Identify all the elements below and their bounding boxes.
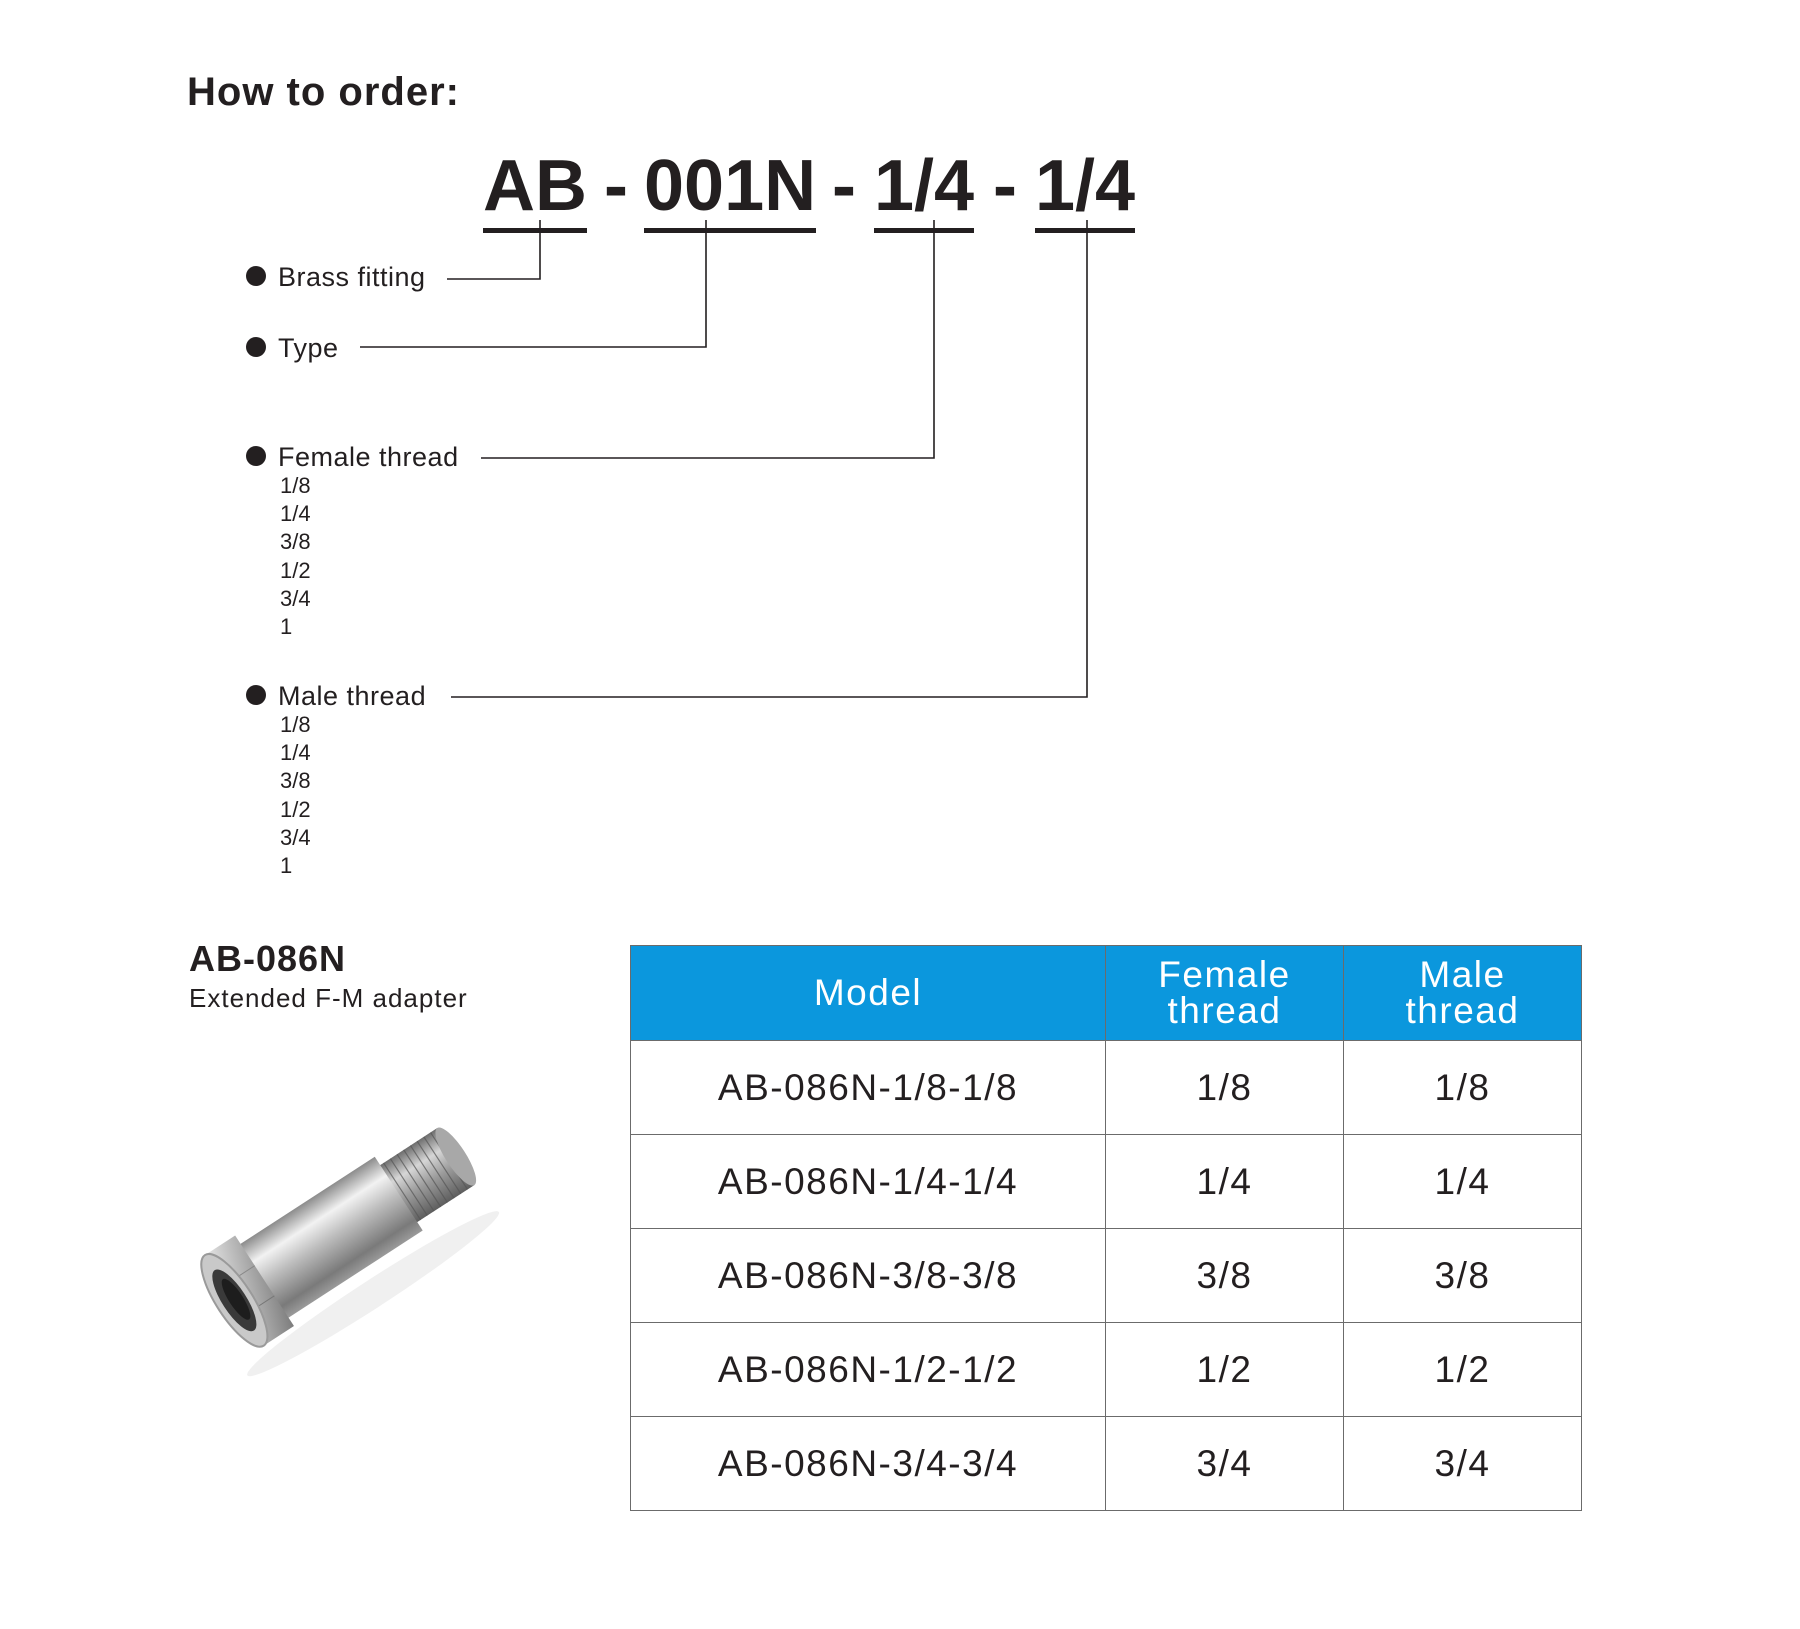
- table-row: [631, 1417, 1582, 1511]
- legend-item-female-thread: [246, 442, 459, 472]
- cell-model: AB-086N-1/2-1/2: [631, 1323, 1106, 1417]
- legend-label: Female thread: [278, 442, 459, 472]
- option-value: 3/4: [280, 824, 311, 850]
- option-value: 1/4: [280, 501, 311, 527]
- table-row: [631, 1323, 1582, 1417]
- option-value: 1: [280, 852, 293, 878]
- column-header-female-thread: Female thread: [1106, 946, 1344, 1041]
- column-header-model: Model: [631, 946, 1106, 1041]
- legend-label: Male thread: [278, 681, 427, 711]
- option-value: 1/2: [280, 557, 311, 583]
- cell-model: AB-086N-3/4-3/4: [631, 1417, 1106, 1511]
- spec-table: [630, 945, 1582, 1511]
- code-separator: -: [993, 146, 1017, 226]
- product-description: Extended F-M adapter: [189, 983, 468, 1013]
- option-value: 1/8: [280, 473, 311, 498]
- male-thread-options: [280, 711, 311, 880]
- cell-male-thread: 3/4: [1344, 1417, 1582, 1511]
- cell-male-thread: 3/8: [1344, 1229, 1582, 1323]
- legend-item-type: [246, 333, 339, 363]
- connector-male-thread: [451, 220, 1087, 697]
- bullet-icon: [246, 266, 266, 286]
- table-row: [631, 1135, 1582, 1229]
- table-header-row: [631, 946, 1582, 1041]
- cell-model: AB-086N-3/8-3/8: [631, 1229, 1106, 1323]
- bullet-icon: [246, 446, 266, 466]
- column-header-male-thread: Male thread: [1344, 946, 1582, 1041]
- cell-model: AB-086N-1/8-1/8: [631, 1041, 1106, 1135]
- table-row: [631, 1229, 1582, 1323]
- legend-item-brass-fitting: [246, 262, 426, 292]
- bullet-icon: [246, 685, 266, 705]
- option-value: 1/2: [280, 796, 311, 822]
- page-title: How to order:: [187, 70, 460, 114]
- extended-adapter-fitting-icon: [170, 1090, 500, 1380]
- cell-male-thread: 1/8: [1344, 1041, 1582, 1135]
- code-segment-series: AB: [483, 144, 587, 233]
- legend-label: Brass fitting: [278, 262, 426, 292]
- option-value: 3/8: [280, 529, 311, 555]
- code-separator: -: [604, 146, 628, 226]
- code-segment-male-thread: 1/4: [1035, 144, 1135, 233]
- option-value: 1/8: [280, 712, 311, 737]
- table-row: [631, 1041, 1582, 1135]
- cell-female-thread: 1/4: [1106, 1135, 1344, 1229]
- cell-female-thread: 3/4: [1106, 1417, 1344, 1511]
- code-separator: -: [832, 146, 856, 226]
- code-segment-type: 001N: [644, 144, 816, 233]
- legend-item-male-thread: [246, 681, 426, 711]
- cell-model: AB-086N-1/4-1/4: [631, 1135, 1106, 1229]
- connector-female-thread: [481, 220, 934, 458]
- cell-male-thread: 1/2: [1344, 1323, 1582, 1417]
- cell-female-thread: 1/2: [1106, 1323, 1344, 1417]
- code-segment-female-thread: 1/4: [874, 144, 974, 233]
- female-thread-options: [280, 472, 311, 641]
- legend-label: Type: [278, 333, 339, 363]
- cell-female-thread: 3/8: [1106, 1229, 1344, 1323]
- cell-female-thread: 1/8: [1106, 1041, 1344, 1135]
- option-value: 1: [280, 613, 293, 639]
- cell-male-thread: 1/4: [1344, 1135, 1582, 1229]
- option-value: 1/4: [280, 740, 311, 766]
- product-name: AB-086N: [189, 938, 347, 979]
- option-value: 3/8: [280, 768, 311, 794]
- option-value: 3/4: [280, 585, 311, 611]
- bullet-icon: [246, 337, 266, 357]
